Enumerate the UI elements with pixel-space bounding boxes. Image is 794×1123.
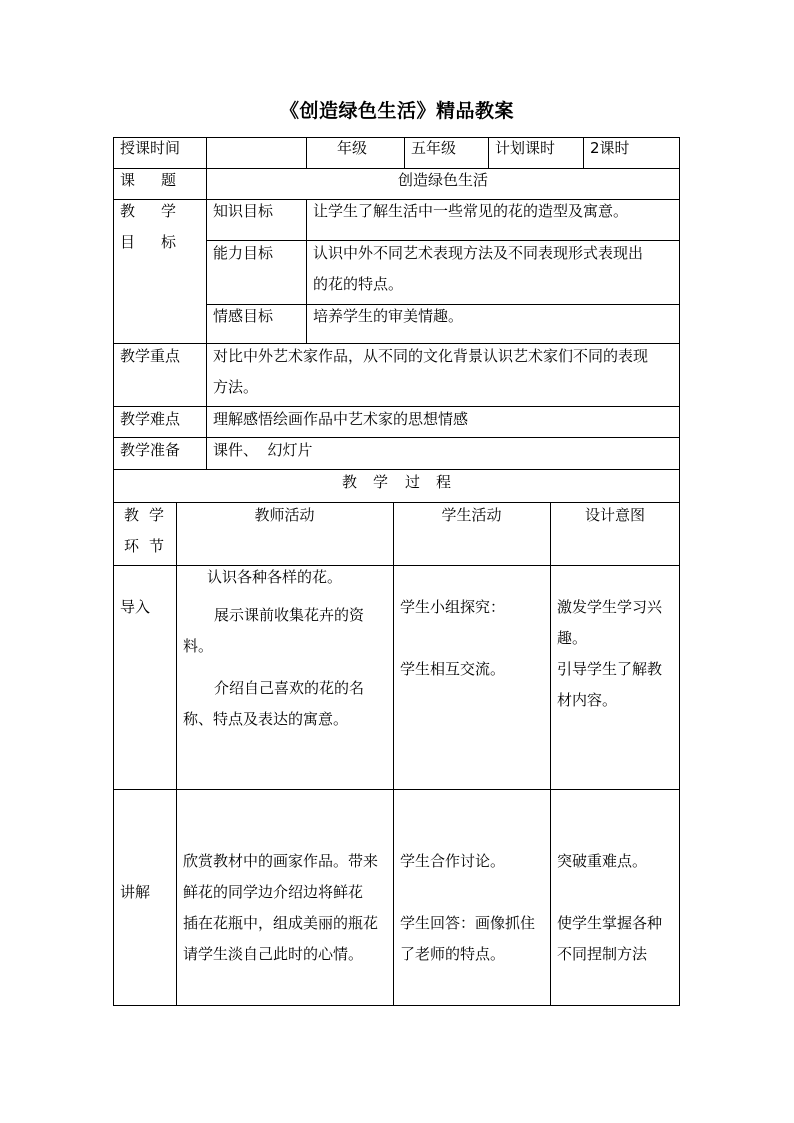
table-rule bbox=[113, 565, 680, 566]
knowledge-goal-label: 知识目标 bbox=[213, 202, 274, 220]
design-intent-line: 材内容。 bbox=[557, 691, 618, 709]
teacher-activity-line: 认识各种各样的花。 bbox=[207, 568, 343, 586]
table-rule bbox=[550, 502, 551, 1006]
table-rule bbox=[583, 137, 584, 168]
ability-goal-text: 的花的特点。 bbox=[313, 275, 404, 293]
key-point-text: 对比中外艺术家作品，从不同的文化背景认识艺术家们不同的表现 bbox=[213, 347, 649, 365]
knowledge-goal-text: 让学生了解生活中一些常见的花的造型及寓意。 bbox=[313, 202, 629, 220]
table-rule bbox=[404, 137, 405, 168]
stage-header-char: 节 bbox=[149, 537, 165, 555]
preparation-text: 课件、 幻灯片 bbox=[213, 441, 313, 459]
design-intent-line: 引导学生了解教 bbox=[557, 660, 663, 678]
process-heading-char: 学 bbox=[373, 473, 389, 491]
emotion-goal-label: 情感目标 bbox=[213, 307, 274, 325]
teacher-activity-line: 展示课前收集花卉的资 bbox=[214, 606, 365, 624]
goals-label-char: 目 bbox=[120, 233, 136, 251]
goals-label-char: 教 bbox=[120, 202, 136, 220]
teacher-activity-header: 教师活动 bbox=[254, 506, 315, 524]
design-intent-line: 趣。 bbox=[557, 629, 588, 647]
goals-label-char: 学 bbox=[161, 202, 177, 220]
topic-value: 创造绿色生活 bbox=[397, 171, 488, 189]
teacher-activity-line: 介绍自己喜欢的花的名 bbox=[214, 679, 365, 697]
difficulty-label: 教学难点 bbox=[120, 410, 181, 428]
ability-goal-label: 能力目标 bbox=[213, 244, 274, 262]
teacher-activity-line: 鲜花的同学边介绍边将鲜花 bbox=[183, 883, 364, 901]
stage-label: 讲解 bbox=[120, 883, 151, 901]
stage-header-char: 环 bbox=[124, 537, 140, 555]
student-activity-line: 学生相互交流。 bbox=[400, 660, 506, 678]
student-activity-line: 学生小组探究： bbox=[400, 598, 506, 616]
teacher-activity-line: 请学生淡自己此时的心情。 bbox=[183, 945, 364, 963]
process-heading-char: 程 bbox=[436, 473, 452, 491]
table-rule bbox=[176, 502, 177, 1006]
student-activity-header: 学生活动 bbox=[441, 506, 502, 524]
process-heading-char: 过 bbox=[405, 473, 421, 491]
design-intent-line: 不同捏制方法 bbox=[557, 945, 648, 963]
grade-label: 年级 bbox=[337, 139, 368, 157]
table-rule bbox=[393, 502, 394, 1006]
goals-label-char: 标 bbox=[161, 233, 177, 251]
teacher-activity-line: 称、特点及表达的寓意。 bbox=[183, 710, 349, 728]
table-rule bbox=[113, 437, 680, 438]
key-point-text: 方法。 bbox=[213, 378, 259, 396]
table-rule bbox=[306, 137, 307, 168]
document-title: 《创造绿色生活》精品教案 bbox=[279, 100, 514, 122]
hours-value: 2课时 bbox=[590, 139, 630, 157]
design-intent-line: 使学生掌握各种 bbox=[557, 914, 663, 932]
grade-value: 五年级 bbox=[411, 139, 457, 157]
student-activity-line: 了老师的特点。 bbox=[400, 945, 506, 963]
student-activity-line: 学生合作讨论。 bbox=[400, 852, 506, 870]
stage-label: 导入 bbox=[120, 598, 151, 616]
table-rule bbox=[113, 469, 680, 470]
topic-label-char: 题 bbox=[161, 171, 177, 189]
topic-label-char: 课 bbox=[120, 171, 136, 189]
preparation-label: 教学准备 bbox=[120, 441, 181, 459]
process-heading-char: 教 bbox=[342, 473, 358, 491]
table-rule bbox=[488, 137, 489, 168]
stage-header-char: 教 bbox=[124, 506, 140, 524]
design-intent-line: 激发学生学习兴 bbox=[557, 598, 663, 616]
time-label: 授课时间 bbox=[120, 139, 181, 157]
ability-goal-text: 认识中外不同艺术表现方法及不同表现形式表现出 bbox=[313, 244, 644, 262]
teacher-activity-line: 料。 bbox=[183, 637, 214, 655]
difficulty-text: 理解感悟绘画作品中艺术家的思想情感 bbox=[213, 410, 469, 428]
hours-label: 计划课时 bbox=[495, 139, 556, 157]
table-rule bbox=[113, 789, 680, 790]
design-intent-line: 突破重难点。 bbox=[557, 852, 648, 870]
student-activity-line: 学生回答：画像抓住 bbox=[400, 914, 536, 932]
teacher-activity-line: 欣赏教材中的画家作品。带来 bbox=[183, 852, 379, 870]
table-rule bbox=[306, 199, 307, 343]
stage-header-char: 学 bbox=[149, 506, 165, 524]
emotion-goal-text: 培养学生的审美情趣。 bbox=[313, 307, 464, 325]
teacher-activity-line: 插在花瓶中，组成美丽的瓶花 bbox=[183, 914, 379, 932]
design-intent-header: 设计意图 bbox=[584, 506, 645, 524]
key-point-label: 教学重点 bbox=[120, 347, 181, 365]
